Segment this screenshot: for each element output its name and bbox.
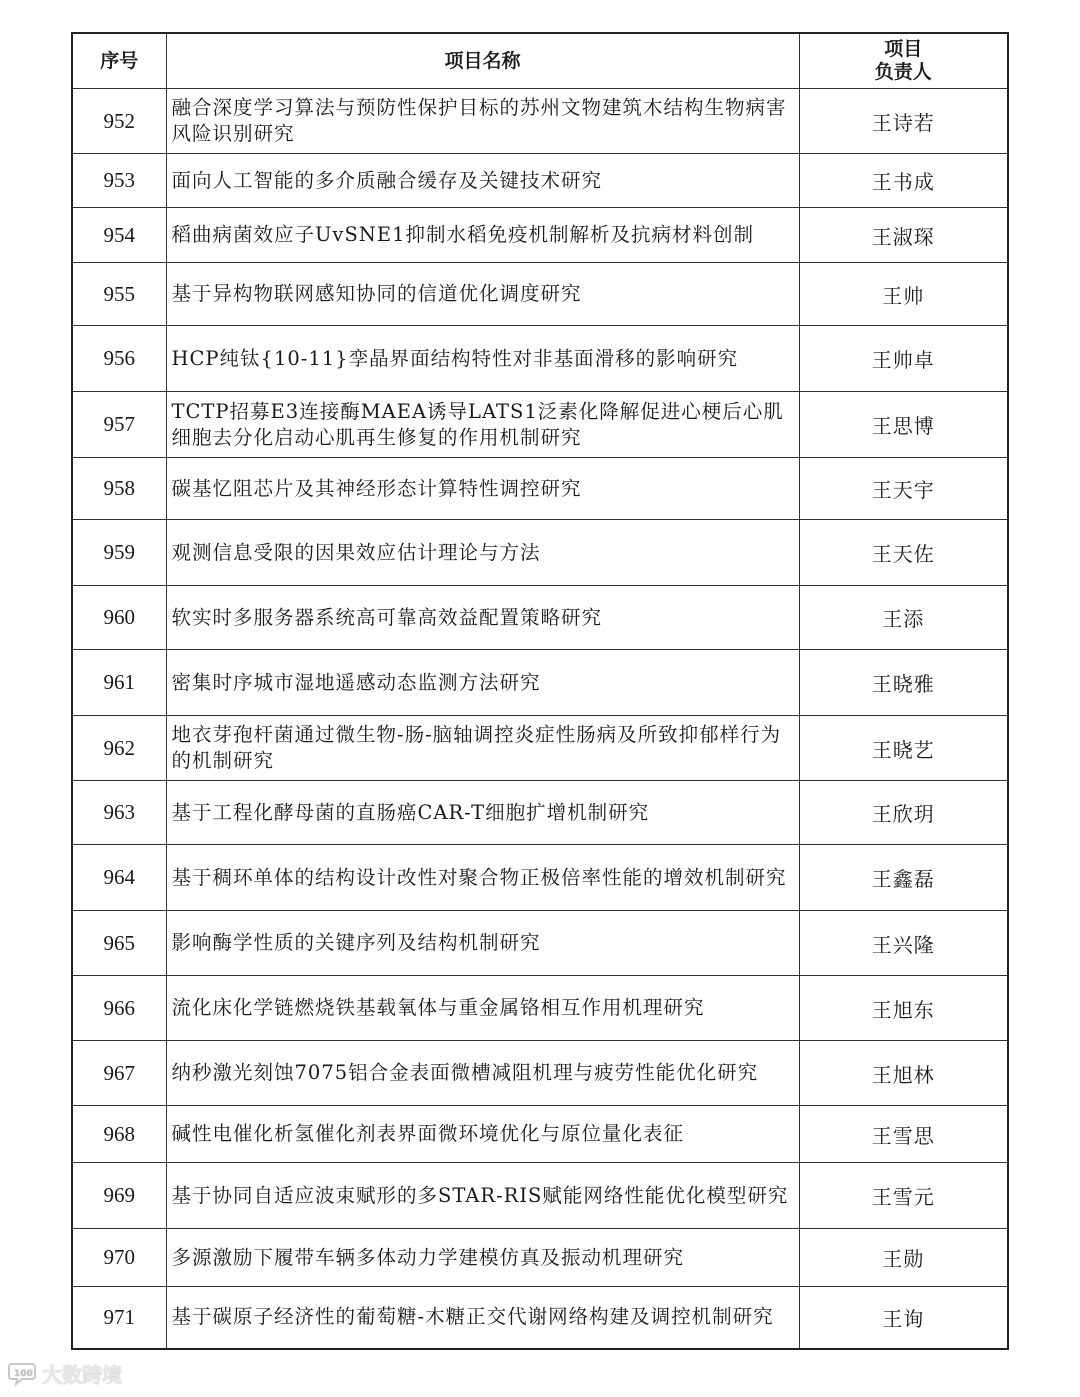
watermark bbox=[8, 1359, 122, 1388]
row-leader: 王天佐 bbox=[799, 520, 1008, 586]
table-row bbox=[72, 392, 1008, 458]
row-number: 966 bbox=[72, 976, 166, 1041]
row-number: 955 bbox=[72, 263, 166, 326]
row-leader: 王诗若 bbox=[799, 89, 1008, 154]
row-leader: 王书成 bbox=[799, 154, 1008, 208]
row-number: 964 bbox=[72, 845, 166, 911]
row-leader: 王兴隆 bbox=[799, 911, 1008, 976]
row-number: 960 bbox=[72, 586, 166, 650]
row-number: 957 bbox=[72, 392, 166, 458]
row-project-name: 面向人工智能的多介质融合缓存及关键技术研究 bbox=[166, 154, 799, 208]
row-number: 959 bbox=[72, 520, 166, 586]
row-number: 952 bbox=[72, 89, 166, 154]
table-row bbox=[72, 781, 1008, 845]
row-number: 971 bbox=[72, 1287, 166, 1349]
table-row bbox=[72, 89, 1008, 154]
header-leader-line1: 项目 bbox=[884, 38, 923, 60]
row-leader: 王思博 bbox=[799, 392, 1008, 458]
row-number: 968 bbox=[72, 1106, 166, 1163]
project-table bbox=[71, 32, 1009, 1350]
row-leader: 王晓雅 bbox=[799, 650, 1008, 716]
row-number: 962 bbox=[72, 716, 166, 781]
row-project-name: 影响酶学性质的关键序列及结构机制研究 bbox=[166, 911, 799, 976]
row-leader: 王天宇 bbox=[799, 458, 1008, 520]
row-project-name: 碳基忆阻芯片及其神经形态计算特性调控研究 bbox=[166, 458, 799, 520]
table-row bbox=[72, 976, 1008, 1041]
row-leader: 王询 bbox=[799, 1287, 1008, 1349]
table-row bbox=[72, 716, 1008, 781]
row-number: 958 bbox=[72, 458, 166, 520]
row-leader: 王旭林 bbox=[799, 1041, 1008, 1106]
row-leader: 王雪思 bbox=[799, 1106, 1008, 1163]
row-leader: 王帅卓 bbox=[799, 326, 1008, 392]
svg-text:100: 100 bbox=[14, 1368, 33, 1379]
table-row bbox=[72, 650, 1008, 716]
header-project-name: 项目名称 bbox=[166, 33, 799, 89]
row-leader: 王欣玥 bbox=[799, 781, 1008, 845]
row-number: 956 bbox=[72, 326, 166, 392]
row-project-name: 稻曲病菌效应子UvSNE1抑制水稻免疫机制解析及抗病材料创制 bbox=[166, 208, 799, 263]
row-project-name: 基于碳原子经济性的葡萄糖-木糖正交代谢网络构建及调控机制研究 bbox=[166, 1287, 799, 1349]
table-row bbox=[72, 154, 1008, 208]
row-number: 965 bbox=[72, 911, 166, 976]
table-row bbox=[72, 1106, 1008, 1163]
row-project-name: HCP纯钛{10-11}孪晶界面结构特性对非基面滑移的影响研究 bbox=[166, 326, 799, 392]
speech-bubble-logo-icon bbox=[8, 1361, 38, 1387]
table-row bbox=[72, 911, 1008, 976]
row-number: 963 bbox=[72, 781, 166, 845]
row-number: 953 bbox=[72, 154, 166, 208]
row-project-name: 流化床化学链燃烧铁基载氧体与重金属铬相互作用机理研究 bbox=[166, 976, 799, 1041]
row-number: 969 bbox=[72, 1163, 166, 1229]
table-row bbox=[72, 263, 1008, 326]
table-row bbox=[72, 845, 1008, 911]
row-project-name: 软实时多服务器系统高可靠高效益配置策略研究 bbox=[166, 586, 799, 650]
table-row bbox=[72, 1163, 1008, 1229]
row-project-name: 基于稠环单体的结构设计改性对聚合物正极倍率性能的增效机制研究 bbox=[166, 845, 799, 911]
table-row bbox=[72, 458, 1008, 520]
row-project-name: 观测信息受限的因果效应估计理论与方法 bbox=[166, 520, 799, 586]
table-row bbox=[72, 586, 1008, 650]
table-row bbox=[72, 1041, 1008, 1106]
header-number: 序号 bbox=[72, 33, 166, 89]
row-project-name: 融合深度学习算法与预防性保护目标的苏州文物建筑木结构生物病害风险识别研究 bbox=[166, 89, 799, 154]
row-project-name: TCTP招募E3连接酶MAEA诱导LATS1泛素化降解促进心梗后心肌细胞去分化启动心肌再生修复的作用机制研究 bbox=[166, 392, 799, 458]
row-project-name: 基于工程化酵母菌的直肠癌CAR-T细胞扩增机制研究 bbox=[166, 781, 799, 845]
header-leader bbox=[799, 33, 1008, 89]
table-body bbox=[72, 89, 1008, 1349]
row-number: 970 bbox=[72, 1229, 166, 1287]
table-row bbox=[72, 326, 1008, 392]
table-row bbox=[72, 1287, 1008, 1349]
row-leader: 王帅 bbox=[799, 263, 1008, 326]
table-row bbox=[72, 520, 1008, 586]
row-project-name: 纳秒激光刻蚀7075铝合金表面微槽减阻机理与疲劳性能优化研究 bbox=[166, 1041, 799, 1106]
row-number: 954 bbox=[72, 208, 166, 263]
row-project-name: 地衣芽孢杆菌通过微生物-肠-脑轴调控炎症性肠病及所致抑郁样行为的机制研究 bbox=[166, 716, 799, 781]
row-project-name: 基于异构物联网感知协同的信道优化调度研究 bbox=[166, 263, 799, 326]
watermark-text: 大数跨境 bbox=[42, 1363, 122, 1387]
row-project-name: 密集时序城市湿地遥感动态监测方法研究 bbox=[166, 650, 799, 716]
row-number: 967 bbox=[72, 1041, 166, 1106]
row-leader: 王雪元 bbox=[799, 1163, 1008, 1229]
row-project-name: 碱性电催化析氢催化剂表界面微环境优化与原位量化表征 bbox=[166, 1106, 799, 1163]
row-project-name: 多源激励下履带车辆多体动力学建模仿真及振动机理研究 bbox=[166, 1229, 799, 1287]
row-project-name: 基于协同自适应波束赋形的多STAR-RIS赋能网络性能优化模型研究 bbox=[166, 1163, 799, 1229]
table-row bbox=[72, 208, 1008, 263]
row-leader: 王旭东 bbox=[799, 976, 1008, 1041]
table-header-row bbox=[72, 33, 1008, 89]
row-leader: 王晓艺 bbox=[799, 716, 1008, 781]
table-row bbox=[72, 1229, 1008, 1287]
header-leader-line2: 负责人 bbox=[874, 61, 932, 83]
row-leader: 王淑琛 bbox=[799, 208, 1008, 263]
row-leader: 王勋 bbox=[799, 1229, 1008, 1287]
row-leader: 王添 bbox=[799, 586, 1008, 650]
row-leader: 王鑫磊 bbox=[799, 845, 1008, 911]
row-number: 961 bbox=[72, 650, 166, 716]
